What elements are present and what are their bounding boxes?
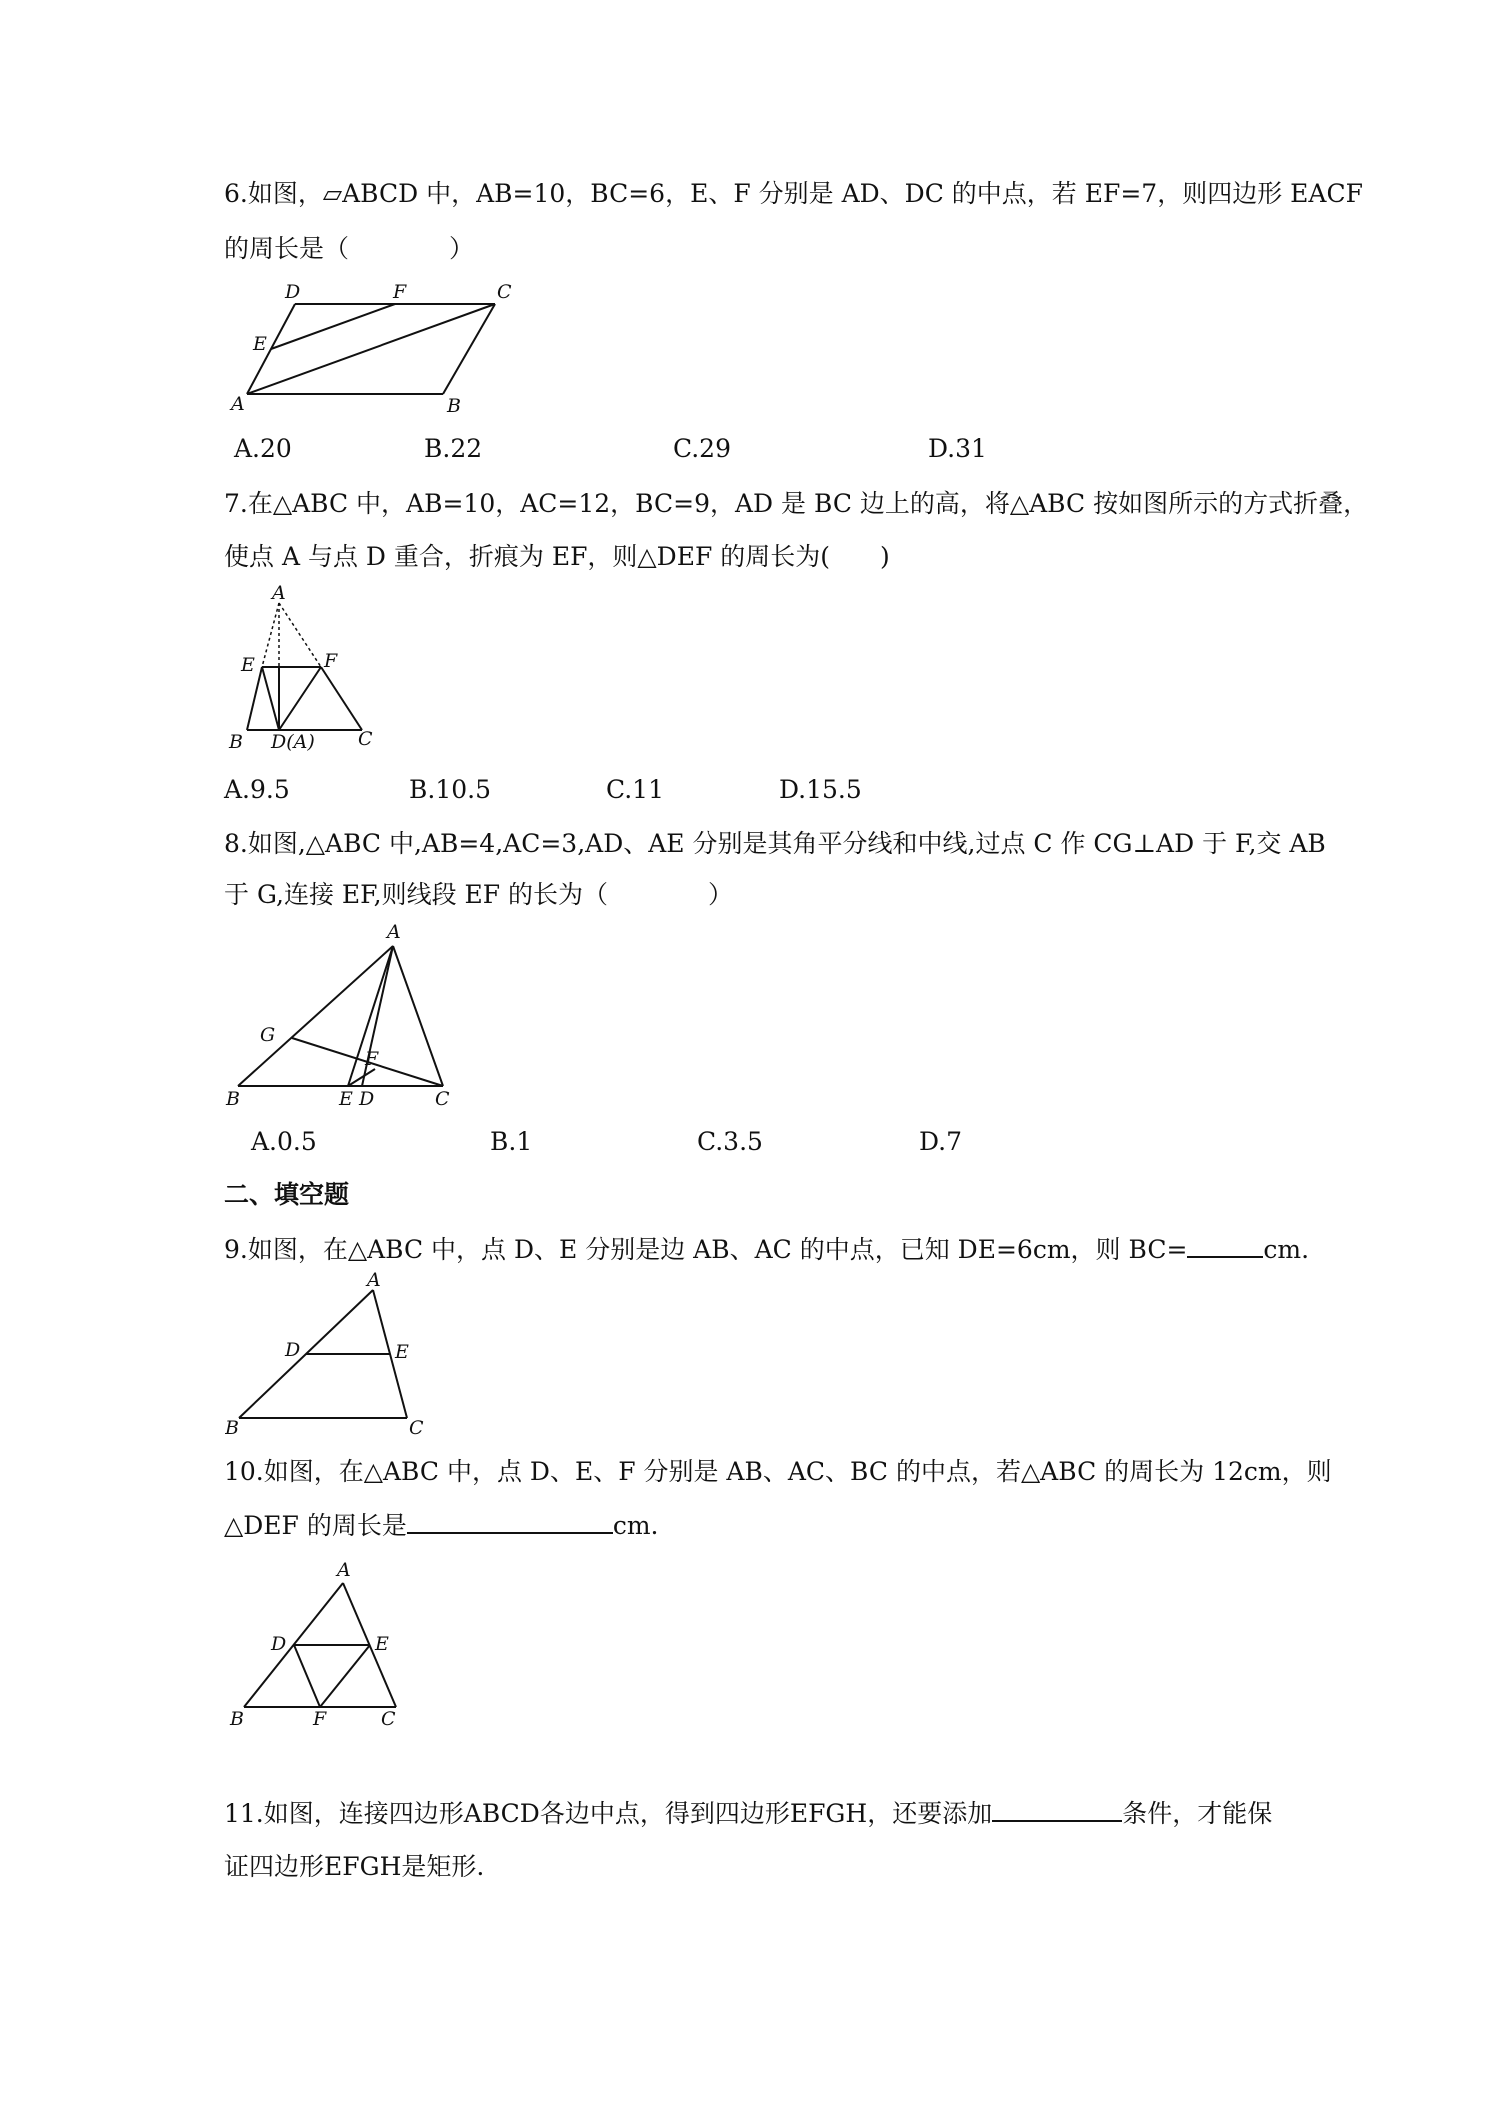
q10-label-f: F: [313, 1708, 327, 1730]
q11-text-before: 11.如图，连接四边形ABCD各边中点，得到四边形EFGH，还要添加: [224, 1799, 993, 1828]
q10-label-c: C: [381, 1708, 396, 1730]
q9-label-b: B: [225, 1417, 239, 1439]
q6-label-e: E: [253, 333, 267, 355]
q7-label-a: A: [272, 585, 286, 604]
q9-label-e: E: [395, 1341, 409, 1363]
q6-text-line1: 6.如图，▱ABCD 中，AB=10，BC=6，E、F 分别是 AD、DC 的中点，若 EF=7，则四边形 EACF: [224, 179, 1363, 208]
q6-label-f: F: [393, 282, 407, 303]
q8-label-c: C: [435, 1088, 450, 1108]
q11-answer-blank: [992, 1796, 1122, 1822]
q8-triangle-figure: [225, 918, 465, 1108]
q10-answer-blank: [407, 1508, 613, 1534]
q9-answer-blank: [1187, 1232, 1263, 1258]
q8-option-a: A.0.5: [251, 1127, 317, 1156]
q10-text-after: cm.: [612, 1511, 659, 1540]
q8-label-d: D: [359, 1088, 375, 1108]
q9-text-before: 9.如图，在△ABC 中，点 D、E 分别是边 AB、AC 的中点，已知 DE=6cm，则 BC=: [224, 1235, 1188, 1264]
q10-label-d: D: [271, 1633, 287, 1655]
q9-text: [224, 1232, 1309, 1267]
q8-text-line2: 于 G,连接 EF,则线段 EF 的长为（ ）: [224, 880, 734, 909]
q9-triangle-figure: [225, 1270, 425, 1440]
q9-text-after: cm.: [1263, 1235, 1310, 1264]
q10-text-line1: 10.如图，在△ABC 中，点 D、E、F 分别是 AB、AC、BC 的中点，若△ABC 的周长为 12cm，则: [224, 1457, 1332, 1486]
section-heading-fill-in: 二、填空题: [224, 1180, 350, 1209]
q8-option-c: C.3.5: [697, 1127, 763, 1156]
q8-text-line1: 8.如图,△ABC 中,AB=4,AC=3,AD、AE 分别是其角平分线和中线,过点 C 作 CG⊥AD 于 F,交 AB: [224, 829, 1326, 858]
q6-option-b: B.22: [424, 434, 483, 463]
q8-label-e: E: [339, 1088, 353, 1108]
q8-label-f: F: [365, 1048, 379, 1070]
q6-label-c: C: [497, 282, 512, 303]
q7-option-d: D.15.5: [779, 775, 862, 804]
q8-label-a: A: [387, 921, 401, 943]
q9-label-d: D: [285, 1339, 301, 1361]
q11-text-after: 条件，才能保: [1122, 1799, 1273, 1828]
q7-label-c: C: [358, 728, 373, 750]
q7-option-a: A.9.5: [224, 775, 290, 804]
q11-text-line2: 证四边形EFGH是矩形.: [224, 1852, 485, 1881]
q6-label-a: A: [231, 393, 245, 415]
q7-option-c: C.11: [606, 775, 664, 804]
q8-option-d: D.7: [919, 1127, 963, 1156]
q10-label-b: B: [230, 1708, 244, 1730]
q8-label-g: G: [260, 1024, 276, 1046]
q10-midpoint-triangle-figure: [225, 1555, 415, 1735]
q8-label-b: B: [226, 1088, 240, 1108]
q7-text-line1: 7.在△ABC 中，AB=10，AC=12，BC=9，AD 是 BC 边上的高，将△ABC 按如图所示的方式折叠，: [224, 489, 1369, 518]
q6-label-d: D: [285, 282, 301, 303]
q7-label-b: B: [229, 731, 243, 753]
q6-text-line2: 的周长是（ ）: [224, 234, 475, 263]
q11-text-line1: [224, 1796, 1272, 1831]
q7-text-line2: 使点 A 与点 D 重合，折痕为 EF，则△DEF 的周长为( ): [224, 542, 890, 571]
q7-label-e: E: [241, 654, 255, 676]
q6-option-c: C.29: [673, 434, 731, 463]
q7-option-b: B.10.5: [409, 775, 491, 804]
q6-parallelogram-figure: [225, 282, 525, 417]
q6-label-b: B: [447, 395, 461, 417]
q9-label-c: C: [409, 1417, 424, 1439]
q7-folded-triangle-figure: [225, 585, 385, 755]
q10-text-before: △DEF 的周长是: [224, 1511, 407, 1540]
q8-option-b: B.1: [490, 1127, 533, 1156]
q7-label-f: F: [324, 650, 338, 672]
q6-option-a: A.20: [234, 434, 292, 463]
q10-label-e: E: [375, 1633, 389, 1655]
q10-text-line2: [224, 1508, 658, 1543]
q6-option-d: D.31: [928, 434, 987, 463]
q7-label-d-a: D(A): [271, 731, 315, 753]
q9-label-a: A: [367, 1270, 381, 1291]
q10-label-a: A: [337, 1559, 351, 1581]
